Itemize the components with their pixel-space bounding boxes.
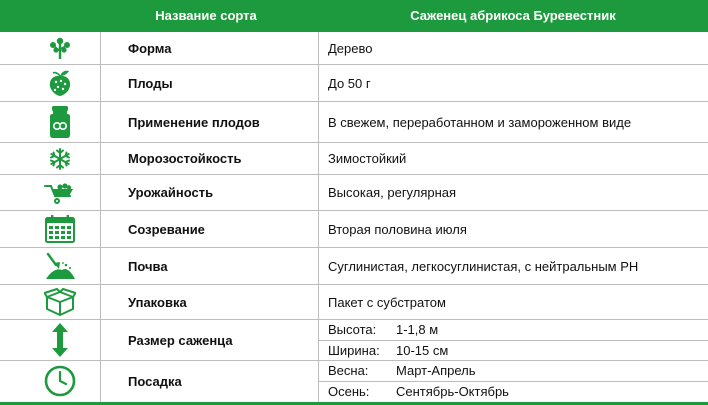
header-variety-name: Название сорта bbox=[155, 8, 257, 23]
table-header bbox=[0, 0, 708, 32]
row-label: Посадка bbox=[128, 373, 182, 389]
size-height-subrow bbox=[318, 320, 708, 341]
shovel-soil-icon bbox=[18, 248, 102, 284]
row-label: Созревание bbox=[128, 221, 205, 237]
spring-value: Март-Апрель bbox=[396, 363, 476, 378]
row-value: Зимостойкий bbox=[328, 151, 407, 166]
table-row bbox=[0, 285, 708, 320]
row-value: Высокая, регулярная bbox=[328, 185, 457, 200]
row-label: Морозостойкость bbox=[128, 151, 242, 166]
row-label: Почва bbox=[128, 258, 168, 274]
row-label: Упаковка bbox=[128, 294, 187, 310]
table-row bbox=[0, 102, 708, 143]
row-value: Пакет с субстратом bbox=[328, 294, 446, 310]
snowflake-icon bbox=[18, 143, 102, 174]
autumn-label: Осень: bbox=[328, 384, 370, 399]
row-label: Размер саженца bbox=[128, 332, 233, 348]
tree-icon bbox=[18, 32, 102, 64]
table-row bbox=[0, 211, 708, 248]
height-value: 1-1,8 м bbox=[396, 322, 439, 337]
table-row bbox=[0, 175, 708, 211]
spring-label: Весна: bbox=[328, 363, 369, 378]
fruit-icon bbox=[18, 65, 102, 101]
autumn-value: Сентябрь-Октябрь bbox=[396, 384, 509, 399]
table-row bbox=[0, 143, 708, 175]
row-value: Вторая половина июля bbox=[328, 221, 467, 237]
wheelbarrow-icon bbox=[18, 175, 102, 210]
height-label: Высота: bbox=[328, 322, 377, 337]
size-width-subrow bbox=[318, 341, 708, 360]
table-row bbox=[0, 32, 708, 65]
row-value: В свежем, переработанном и замороженном виде bbox=[328, 114, 632, 130]
row-label: Плоды bbox=[128, 75, 173, 91]
table-row bbox=[0, 248, 708, 285]
planting-autumn-subrow bbox=[318, 382, 708, 401]
row-value: До 50 г bbox=[328, 75, 371, 91]
width-value: 10-15 см bbox=[396, 343, 449, 358]
width-label: Ширина: bbox=[328, 343, 380, 358]
row-label: Урожайность bbox=[128, 185, 214, 200]
row-label: Применение плодов bbox=[128, 114, 260, 130]
calendar-icon bbox=[18, 211, 102, 247]
row-value: Суглинистая, легкосуглинистая, с нейтральным PH bbox=[328, 258, 639, 274]
vertical-arrows-icon bbox=[18, 320, 102, 360]
header-product-name: Саженец абрикоса Буревестник bbox=[410, 8, 616, 23]
row-label: Форма bbox=[128, 40, 172, 56]
planting-spring-subrow bbox=[318, 361, 708, 382]
clock-icon bbox=[18, 361, 102, 401]
jar-icon bbox=[18, 102, 102, 142]
row-value: Дерево bbox=[328, 40, 373, 56]
table-row bbox=[0, 65, 708, 102]
box-icon bbox=[18, 285, 102, 319]
